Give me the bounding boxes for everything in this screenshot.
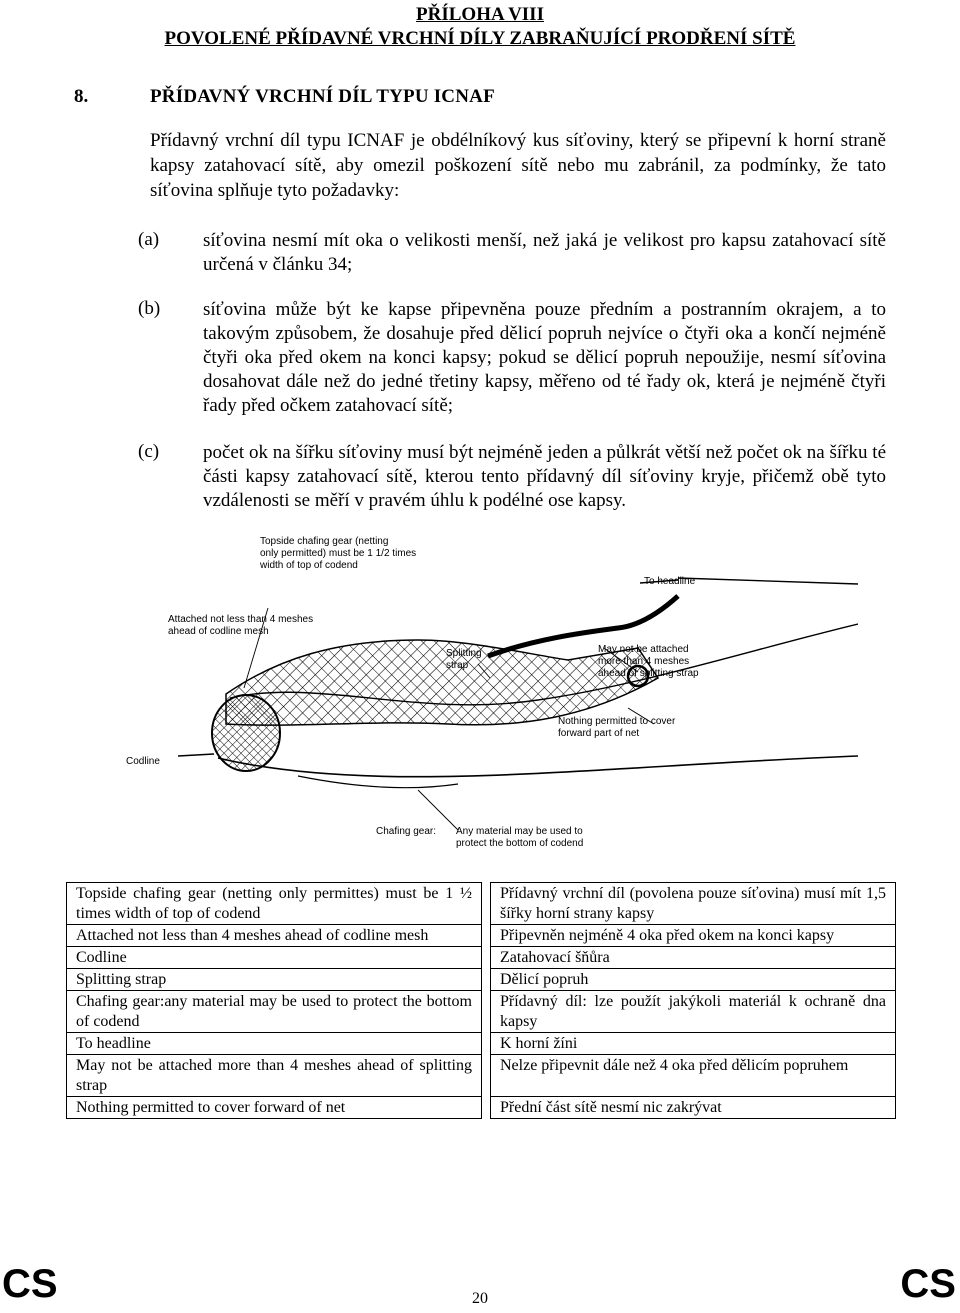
legend-cs: Nelze připevnit dále než 4 oka před dělicím popruhem — [491, 1055, 896, 1097]
bottom-chafing-gear — [298, 776, 458, 788]
table-row — [67, 969, 896, 991]
label-nothing-1: Nothing permitted to cover — [558, 716, 676, 727]
legend-en: Attached not less than 4 meshes ahead of codline mesh — [67, 925, 482, 947]
legend-table — [66, 882, 896, 1119]
legend-cs: Přední část sítě nesmí nic zakrývat — [491, 1097, 896, 1119]
legend-en: To headline — [67, 1033, 482, 1055]
codend-bulb — [212, 695, 280, 771]
table-row — [67, 991, 896, 1033]
table-row — [67, 1033, 896, 1055]
item-label-a: (a) — [138, 229, 160, 250]
legend-en: May not be attached more than 4 meshes ahead of splitting strap — [67, 1055, 482, 1097]
item-text-a: síťovina nesmí mít oka o velikosti menší, než jaká je velikost pro kapsu zatahovací sítě určená v článku 34; — [203, 230, 886, 275]
legend-cs: Přídavný díl: lze použít jakýkoli materiál k ochraně dna kapsy — [491, 991, 896, 1033]
label-to-headline: To headline — [644, 576, 696, 587]
legend-en: Chafing gear:any material may be used to protect the bottom of codend — [67, 991, 482, 1033]
label-chafing: Chafing gear: — [376, 826, 437, 837]
label-nothing-2: forward part of net — [558, 728, 640, 739]
item-text-b: síťovina může být ke kapse připevněna pouze předním a postranním okrajem, a to takovým způsobem, že dosahuje před dělicí popruh nejvíce o čtyři oka a končí nejméně čtyři oka před okem na konci kapsy; pokud se dělicí popruh nepoužije, nesmí síťovina dosahovat dále než do jedné třetiny kapsy, měřeno od té řady ok, která je nejméně čtyři řady před očkem zatahovací sítě; — [203, 299, 886, 416]
label-maynot-2: more than 4 meshes — [598, 656, 690, 667]
section-title: PŘÍDAVNÝ VRCHNÍ DÍL TYPU ICNAF — [150, 86, 495, 107]
legend-en: Codline — [67, 947, 482, 969]
net-body-outline — [218, 756, 858, 777]
footer-lang-left: CS — [2, 1262, 58, 1306]
label-attached-2: ahead of codline mesh — [168, 626, 269, 637]
legend-cs: Přídavný vrchní díl (povolena pouze síťovina) musí mít 1,5 šířky horní strany kapsy — [491, 883, 896, 925]
legend-cs: K horní žíni — [491, 1033, 896, 1055]
label-topside-3: width of top of codend — [260, 560, 358, 571]
table-row — [67, 1097, 896, 1119]
label-codline: Codline — [126, 756, 160, 767]
table-row — [67, 925, 896, 947]
footer-lang-right: CS — [900, 1262, 956, 1306]
annex-title: PŘÍLOHA VIII — [416, 4, 544, 25]
intro-paragraph: Přídavný vrchní díl typu ICNAF je obdélníkový kus síťoviny, který se připevní k horní straně kapsy zatahovací sítě, aby omezil poškození sítě nebo mu zabránil, za podmínky, že tato síťovina splňuje tyto požadavky: — [150, 130, 886, 201]
legend-en: Splitting strap — [67, 969, 482, 991]
codline-rope — [178, 754, 214, 756]
label-splitting-1: Splitting — [446, 648, 482, 659]
section-number: 8. — [74, 86, 89, 107]
legend-cs: Připevněn nejméně 4 oka před okem na konci kapsy — [491, 925, 896, 947]
table-row — [67, 947, 896, 969]
label-topside-1: Topside chafing gear (netting — [260, 536, 389, 547]
label-maynot-1: May not be attached — [598, 644, 689, 655]
annex-subtitle: POVOLENÉ PŘÍDAVNÉ VRCHNÍ DÍLY ZABRAŇUJÍCÍ PRODŘENÍ SÍTĚ — [164, 28, 796, 49]
table-row — [67, 1055, 896, 1097]
legend-en: Nothing permitted to cover forward of net — [67, 1097, 482, 1119]
label-chafing-1: Any material may be used to — [456, 826, 583, 837]
topside-chafing-gear — [226, 640, 658, 725]
codend-diagram — [118, 528, 858, 863]
label-splitting-2: strap — [446, 660, 469, 671]
label-topside-2: only permitted) must be 1 1/2 times — [260, 548, 417, 559]
item-label-b: (b) — [138, 298, 161, 319]
legend-en: Topside chafing gear (netting only permittes) must be 1 ½ times width of top of codend — [67, 883, 482, 925]
headline-line — [678, 578, 858, 584]
legend-cs: Zatahovací šňůra — [491, 947, 896, 969]
label-chafing-2: protect the bottom of codend — [456, 838, 584, 849]
label-maynot-3: ahead of splitting strap — [598, 668, 699, 679]
legend-cs: Dělicí popruh — [491, 969, 896, 991]
leader-chafing — [418, 790, 458, 830]
item-text-c: počet ok na šířku síťoviny musí být nejméně jeden a půlkrát větší než počet ok na šířku té části kapsy zatahovací sítě, kterou tento přídavný díl síťoviny kryje, přičemž obě tyto vzdálenosti se měří v pravém úhlu k podélné ose kapsy. — [203, 442, 886, 511]
item-label-c: (c) — [138, 441, 160, 462]
page-number: 20 — [472, 1290, 488, 1307]
label-attached-1: Attached not less than 4 meshes — [168, 614, 314, 625]
table-row — [67, 883, 896, 925]
